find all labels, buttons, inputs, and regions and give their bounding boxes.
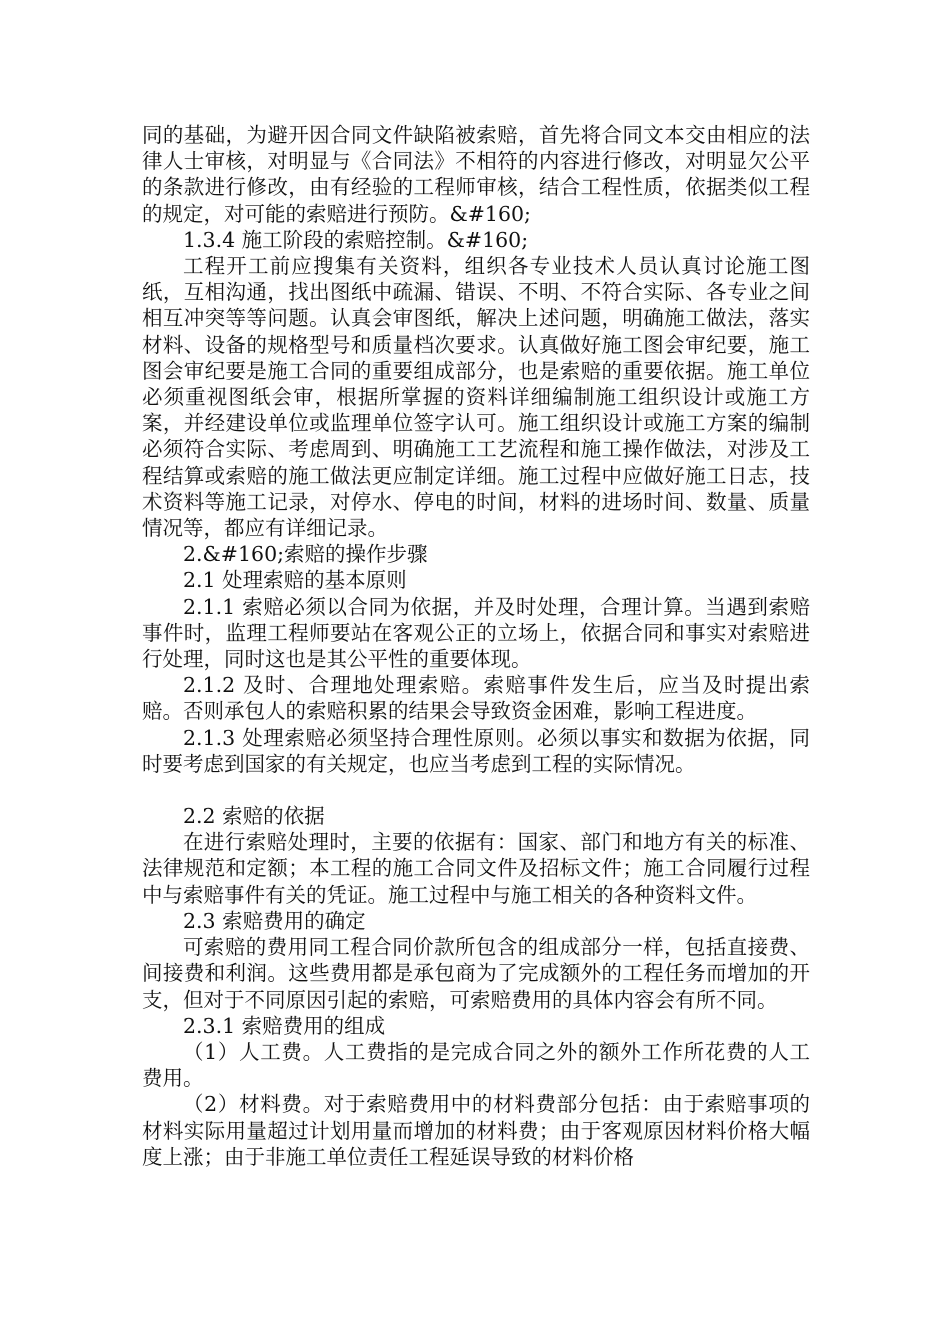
paragraph-construction-stage: 工程开工前应搜集有关资料，组织各专业技术人员认真讨论施工图纸，互相沟通，找出图纸中疏漏、错误、不明、不符合实际、各专业之间相互冲突等等问题。认真会审图纸，解决上述问题，明确施工做法，落实材料、设备的规格型号和质量档次要求。认真做好施工图会审纪要，施工图会审纪要是施工合同的重要组成部分，也是索赔的重要依据。施工单位必须重视图纸会审，根据所掌握的资料详细编制施工组织设计或施工方案，并经建设单位或监理单位签字认可。施工组织设计或施工方案的编制必须符合实际、考虑周到、明确施工工艺流程和施工操作做法，对涉及工程结算或索赔的施工做法更应制定详细。施工过程中应做好施工日志，技术资料等施工记录，对停水、停电的时间，材料的进场时间、数量、质量情况等，都应有详细记录。	[142, 254, 810, 541]
heading-2-3: 2.3 索赔费用的确定	[183, 908, 366, 933]
paragraph-claim-basis: 在进行索赔处理时，主要的依据有：国家、部门和地方有关的标准、法律规范和定额；本工程的施工合同文件及招标文件；施工合同履行过程中与索赔事件有关的凭证。施工过程中与施工相关的各种资料文件。	[142, 830, 810, 907]
heading-1-3-4: 1.3.4 施工阶段的索赔控制。&#160;	[183, 227, 529, 252]
heading-2-1: 2.1 处理索赔的基本原则	[183, 568, 407, 593]
paragraph-contract-basis: 同的基础，为避开因合同文件缺陷被索赔，首先将合同文本交由相应的法律人士审核，对明显与《合同法》不相符的内容进行修改，对明显欠公平的条款进行修改，由有经验的工程师审核，结合工程性质，依据类似工程的规定，对可能的索赔进行预防。&#160;	[142, 123, 810, 226]
paragraph-2-1-3: 2.1.3 处理索赔必须坚持合理性原则。必须以事实和数据为依据，同时要考虑到国家的有关规定，也应当考虑到工程的实际情况。	[142, 725, 810, 776]
paragraph-material-cost: （2）材料费。对于索赔费用中的材料费部分包括：由于索赔事项的材料实际用量超过计划用量而增加的材料费；由于客观原因材料价格大幅度上涨；由于非施工单位责任工程延误导致的材料价格	[142, 1092, 810, 1169]
heading-2-2: 2.2 索赔的依据	[183, 804, 325, 829]
document-page	[142, 122, 810, 1170]
blank-line	[142, 777, 810, 803]
paragraph-labor-cost: （1）人工费。人工费指的是完成合同之外的额外工作所花费的人工费用。	[142, 1039, 810, 1091]
paragraph-claim-cost: 可索赔的费用同工程合同价款所包含的组成部分一样，包括直接费、间接费和利润。这些费用都是承包商为了完成额外的工程任务而增加的开支，但对于不同原因引起的索赔，可索赔费用的具体内容会有所不同。	[142, 935, 810, 1012]
heading-2: 2.&#160;索赔的操作步骤	[183, 542, 428, 567]
paragraph-2-1-1: 2.1.1 索赔必须以合同为依据，并及时处理，合理计算。当遇到索赔事件时，监理工程师要站在客观公正的立场上，依据合同和事实对索赔进行处理，同时这也是其公平性的重要体现。	[142, 594, 810, 672]
heading-2-3-1: 2.3.1 索赔费用的组成	[183, 1013, 386, 1038]
paragraph-2-1-2: 2.1.2 及时、合理地处理索赔。索赔事件发生后，应当及时提出索赔。否则承包人的索赔积累的结果会导致资金困难，影响工程进度。	[142, 673, 810, 724]
